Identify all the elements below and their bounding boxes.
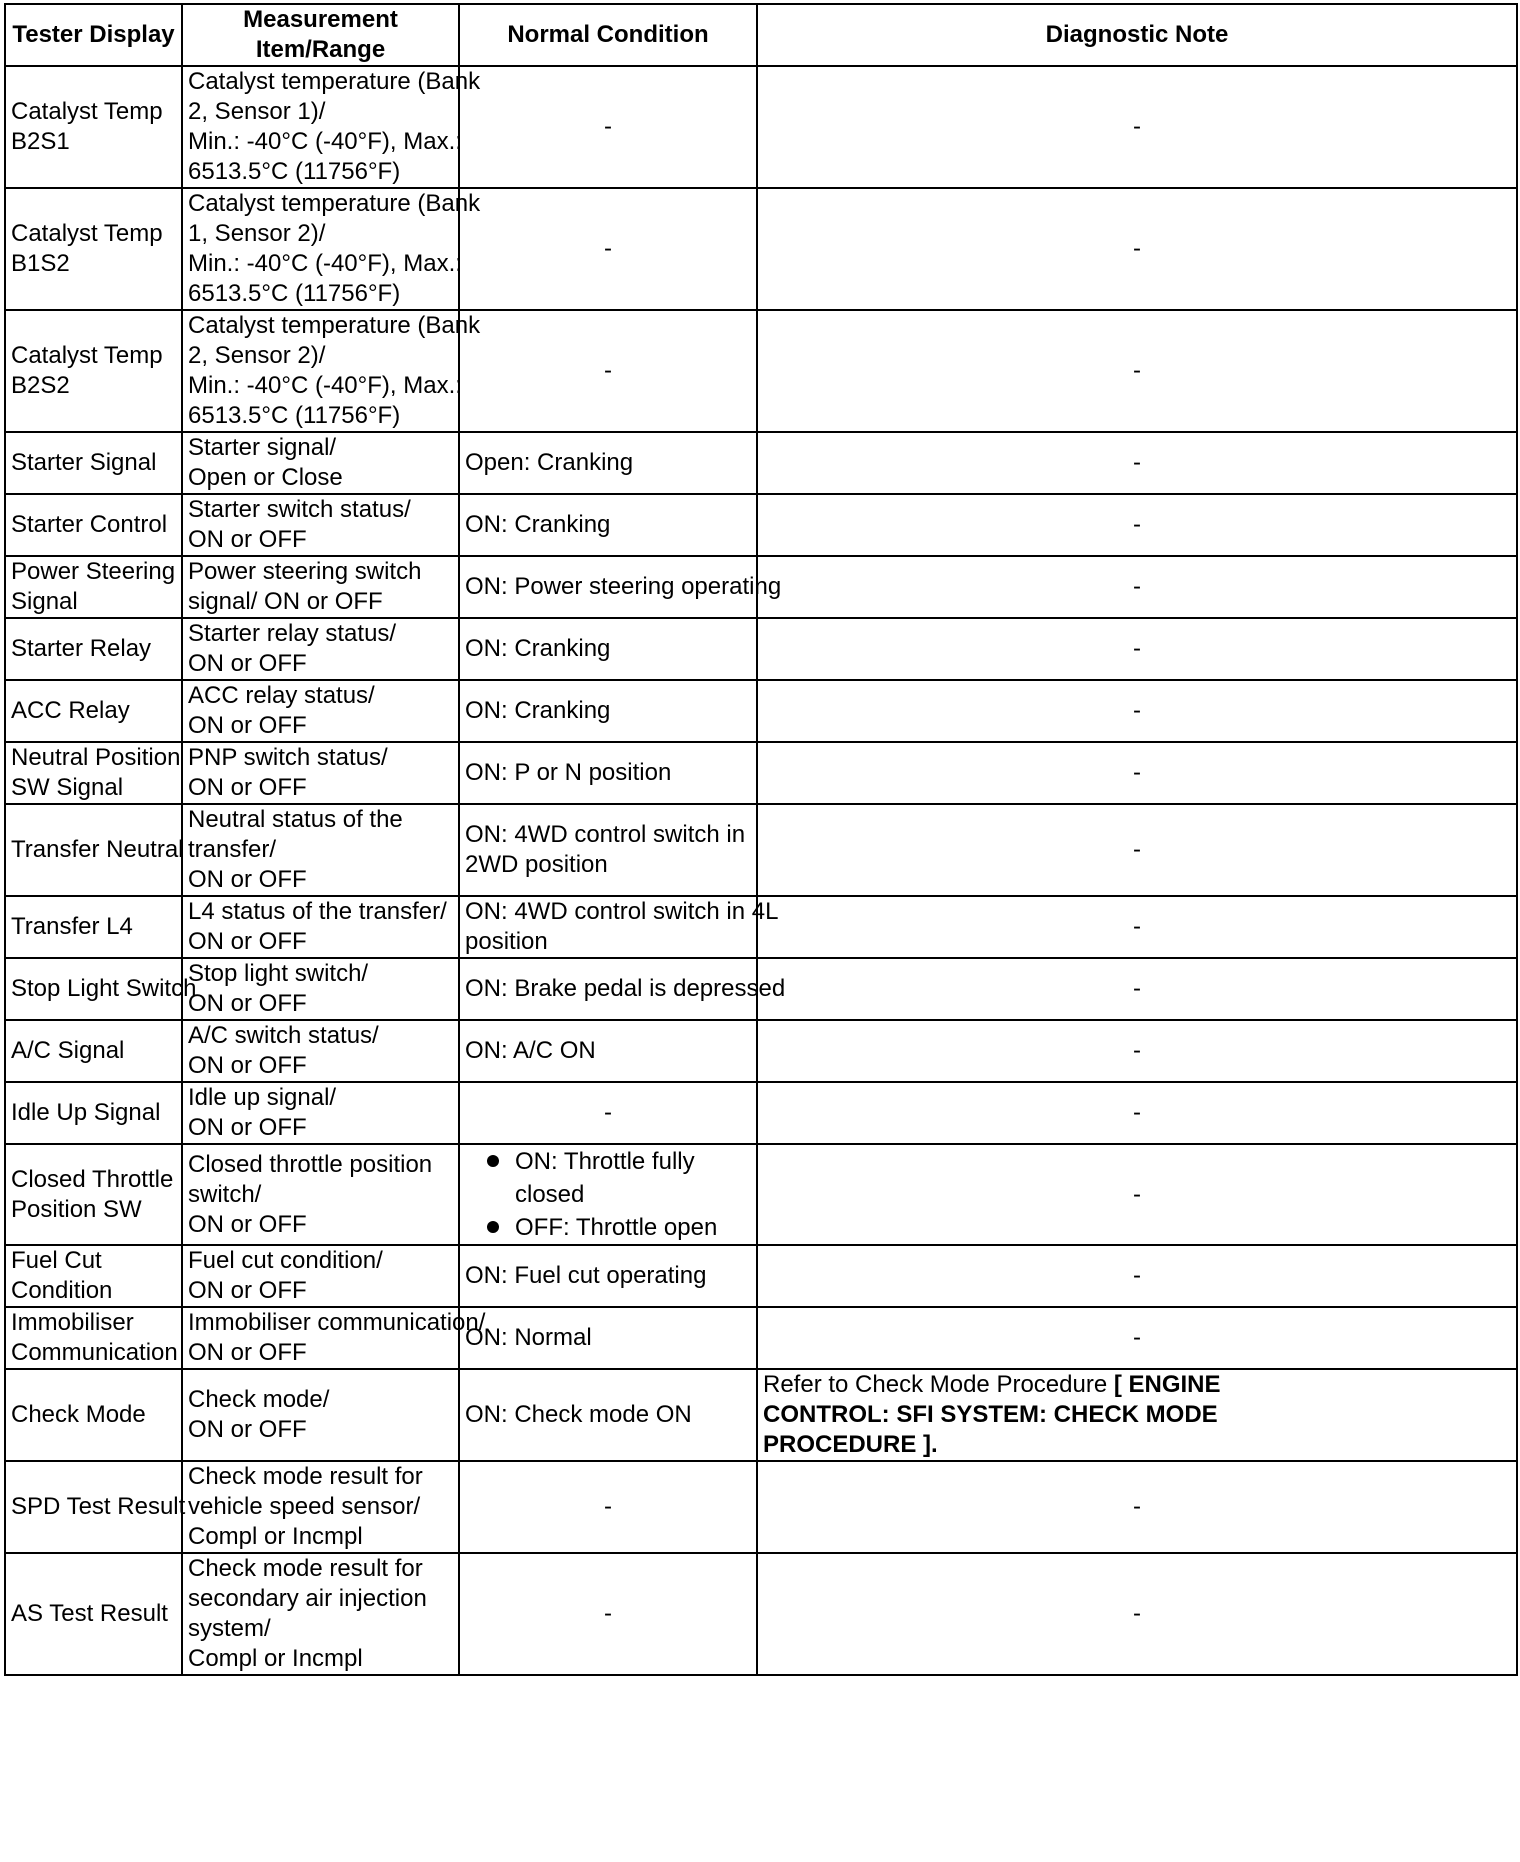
normal-condition-cell: - bbox=[459, 66, 757, 188]
tester-display-line: Closed Throttle bbox=[11, 1165, 174, 1193]
measurement-item-cell bbox=[182, 680, 459, 742]
tester-display-cell bbox=[5, 1245, 182, 1307]
normal-condition-line: 2WD position bbox=[465, 851, 608, 878]
normal-condition-bullet-item: ON: Throttle fully closed bbox=[483, 1145, 751, 1211]
normal-condition-cell bbox=[459, 494, 757, 556]
tester-display-line: ACC Relay bbox=[11, 697, 130, 724]
diagnostic-note-cell: - bbox=[757, 1461, 1517, 1553]
measurement-item-cell bbox=[182, 742, 459, 804]
diagnostic-note-cell bbox=[757, 1369, 1517, 1461]
diagnostic-note-cell: - bbox=[757, 188, 1517, 310]
measurement-item-line: Fuel cut condition/ bbox=[188, 1247, 383, 1274]
measurement-item-line: secondary air injection bbox=[188, 1585, 427, 1612]
tester-display-line: Signal bbox=[11, 588, 78, 615]
normal-condition-cell bbox=[459, 1307, 757, 1369]
measurement-item-cell bbox=[182, 1082, 459, 1144]
measurement-item-cell bbox=[182, 1144, 459, 1245]
tester-display-line: Starter Signal bbox=[11, 449, 157, 476]
measurement-item-cell bbox=[182, 896, 459, 958]
header-row bbox=[5, 4, 1517, 66]
tester-display-line: Immobiliser bbox=[11, 1309, 134, 1336]
diagnostic-note-cell: - bbox=[757, 1245, 1517, 1307]
table-row bbox=[5, 1020, 1517, 1082]
measurement-item-cell bbox=[182, 1461, 459, 1553]
normal-condition-line: ON: Normal bbox=[465, 1324, 592, 1351]
measurement-item-line: Compl or Incmpl bbox=[188, 1645, 363, 1672]
diagnostic-note-cell: - bbox=[757, 804, 1517, 896]
diagnostic-note-cell: - bbox=[757, 494, 1517, 556]
measurement-item-line: Power steering switch bbox=[188, 558, 422, 585]
diagnostic-note-cell: - bbox=[757, 432, 1517, 494]
measurement-item-line: Check mode result for bbox=[188, 1463, 423, 1490]
procedure-reference-link[interactable]: PROCEDURE ]. bbox=[763, 1431, 938, 1458]
normal-condition-cell: - bbox=[459, 1553, 757, 1675]
measurement-item-line: signal/ ON or OFF bbox=[188, 588, 383, 615]
tester-display-cell bbox=[5, 958, 197, 1020]
measurement-item-line: Min.: -40°C (-40°F), Max.: bbox=[188, 372, 462, 399]
measurement-item-line: L4 status of the transfer/ bbox=[188, 898, 447, 925]
normal-condition-line: ON: Check mode ON bbox=[465, 1401, 692, 1428]
measurement-item-line: Immobiliser communication/ bbox=[188, 1309, 486, 1336]
normal-condition-cell bbox=[459, 618, 757, 680]
table-row bbox=[5, 1082, 1517, 1144]
tester-display-cell bbox=[5, 680, 182, 742]
table-row bbox=[5, 556, 1517, 618]
procedure-reference-link[interactable]: CONTROL: SFI SYSTEM: CHECK MODE bbox=[763, 1401, 1218, 1428]
diagnostic-note-cell: - bbox=[757, 1020, 1517, 1082]
measurement-item-cell bbox=[182, 1553, 459, 1675]
tester-display-cell bbox=[5, 804, 182, 896]
measurement-item-line: Check mode/ bbox=[188, 1386, 330, 1413]
normal-condition-line: Open: Cranking bbox=[465, 449, 634, 476]
tester-display-line: SW Signal bbox=[11, 774, 124, 801]
tester-display-cell bbox=[5, 742, 182, 804]
tester-display-line: Check Mode bbox=[11, 1401, 146, 1428]
measurement-item-line: system/ bbox=[188, 1615, 271, 1642]
measurement-item-line: ON or OFF bbox=[188, 712, 307, 739]
normal-condition-cell bbox=[459, 1020, 757, 1082]
normal-condition-cell: - bbox=[459, 310, 757, 432]
diagnostic-note-text: Refer to Check Mode Procedure bbox=[763, 1371, 1114, 1398]
measurement-item-line: Starter signal/ bbox=[188, 434, 337, 461]
tester-display-line: Stop Light Switch bbox=[11, 975, 197, 1002]
normal-condition-cell bbox=[459, 432, 757, 494]
table-row bbox=[5, 680, 1517, 742]
measurement-item-line: 1, Sensor 2)/ bbox=[188, 220, 326, 247]
measurement-item-line: A/C switch status/ bbox=[188, 1022, 379, 1049]
table-row bbox=[5, 1369, 1517, 1461]
measurement-item-cell bbox=[182, 1245, 459, 1307]
measurement-item-line: ON or OFF bbox=[188, 1416, 307, 1443]
normal-condition-line: ON: Cranking bbox=[465, 511, 611, 538]
measurement-item-cell bbox=[182, 432, 459, 494]
measurement-item-line: Compl or Incmpl bbox=[188, 1523, 363, 1550]
normal-condition-cell bbox=[459, 680, 757, 742]
measurement-item-line: switch/ bbox=[188, 1180, 262, 1208]
tester-display-cell bbox=[5, 556, 182, 618]
normal-condition-line: position bbox=[465, 928, 548, 955]
measurement-item-cell bbox=[182, 1020, 459, 1082]
normal-condition-cell bbox=[459, 1245, 757, 1307]
tester-display-line: Condition bbox=[11, 1277, 113, 1304]
measurement-item-line: ON or OFF bbox=[188, 526, 307, 553]
measurement-item-cell bbox=[182, 188, 481, 310]
table-row bbox=[5, 310, 1517, 432]
table-row bbox=[5, 66, 1517, 188]
measurement-item-cell bbox=[182, 618, 459, 680]
diagnostic-note-cell: - bbox=[757, 310, 1517, 432]
measurement-item-line: 6513.5°C (11756°F) bbox=[188, 402, 401, 429]
data-list-table-container bbox=[4, 3, 1518, 1676]
measurement-item-line: 6513.5°C (11756°F) bbox=[188, 158, 401, 185]
normal-condition-line: ON: Cranking bbox=[465, 697, 611, 724]
normal-condition-bullet-list bbox=[465, 1145, 751, 1244]
data-list-table bbox=[4, 3, 1518, 1676]
normal-condition-line: ON: Fuel cut operating bbox=[465, 1262, 707, 1289]
table-row bbox=[5, 618, 1517, 680]
measurement-item-cell bbox=[182, 494, 459, 556]
measurement-item-line: vehicle speed sensor/ bbox=[188, 1493, 421, 1520]
table-row bbox=[5, 1553, 1517, 1675]
diagnostic-note-cell: - bbox=[757, 1082, 1517, 1144]
table-row bbox=[5, 958, 1517, 1020]
normal-condition-line: ON: Power steering operating bbox=[465, 573, 782, 600]
measurement-item-line: ON or OFF bbox=[188, 774, 307, 801]
normal-condition-line: ON: A/C ON bbox=[465, 1037, 596, 1064]
normal-condition-line: ON: P or N position bbox=[465, 759, 672, 786]
tester-display-line: Transfer Neutral bbox=[11, 836, 184, 863]
measurement-item-line: Starter relay status/ bbox=[188, 620, 397, 647]
diagnostic-note-cell: - bbox=[757, 742, 1517, 804]
tester-display-line: A/C Signal bbox=[11, 1037, 125, 1064]
normal-condition-bullet-item: OFF: Throttle open bbox=[483, 1211, 751, 1244]
measurement-item-cell bbox=[182, 66, 481, 188]
tester-display-line: SPD Test Result bbox=[11, 1493, 186, 1520]
tester-display-line: AS Test Result bbox=[11, 1600, 168, 1627]
table-row bbox=[5, 742, 1517, 804]
tester-display-line: Neutral Position bbox=[11, 744, 181, 771]
measurement-item-line: ON or OFF bbox=[188, 1339, 307, 1366]
measurement-item-line: Starter switch status/ bbox=[188, 496, 411, 523]
normal-condition-line: ON: 4WD control switch in bbox=[465, 821, 746, 848]
diagnostic-note-cell: - bbox=[757, 556, 1517, 618]
tester-display-line: B1S2 bbox=[11, 250, 70, 277]
diagnostic-note-cell: - bbox=[757, 66, 1517, 188]
tester-display-line: Catalyst Temp bbox=[11, 342, 163, 369]
tester-display-cell bbox=[5, 66, 182, 188]
normal-condition-line: ON: Cranking bbox=[465, 635, 611, 662]
normal-condition-cell bbox=[459, 958, 786, 1020]
tester-display-cell bbox=[5, 1144, 182, 1245]
tester-display-line: Starter Relay bbox=[11, 635, 152, 662]
measurement-item-line: ON or OFF bbox=[188, 928, 307, 955]
tester-display-line: Position SW bbox=[11, 1195, 142, 1223]
measurement-item-cell bbox=[182, 1307, 486, 1369]
header-tester-display: Tester Display bbox=[5, 4, 182, 66]
tester-display-line: Catalyst Temp bbox=[11, 220, 163, 247]
measurement-item-line: ON or OFF bbox=[188, 1114, 307, 1141]
measurement-item-cell bbox=[182, 1369, 459, 1461]
measurement-item-line: Stop light switch/ bbox=[188, 960, 369, 987]
measurement-item-line: 6513.5°C (11756°F) bbox=[188, 280, 401, 307]
measurement-item-line: 2, Sensor 2)/ bbox=[188, 342, 326, 369]
normal-condition-cell bbox=[459, 804, 757, 896]
tester-display-cell bbox=[5, 1020, 182, 1082]
tester-display-cell bbox=[5, 1082, 182, 1144]
normal-condition-cell: - bbox=[459, 1082, 757, 1144]
table-row bbox=[5, 896, 1517, 958]
tester-display-line: Transfer L4 bbox=[11, 913, 133, 940]
tester-display-cell bbox=[5, 1307, 182, 1369]
tester-display-cell bbox=[5, 1553, 182, 1675]
tester-display-cell bbox=[5, 1461, 186, 1553]
measurement-item-line: ON or OFF bbox=[188, 1277, 307, 1304]
table-row bbox=[5, 494, 1517, 556]
table-body bbox=[5, 66, 1517, 1675]
table-row bbox=[5, 432, 1517, 494]
normal-condition-line: ON: Brake pedal is depressed bbox=[465, 975, 786, 1002]
tester-display-cell bbox=[5, 310, 182, 432]
measurement-item-cell bbox=[182, 556, 459, 618]
measurement-item-line: Neutral status of the bbox=[188, 806, 403, 833]
normal-condition-cell bbox=[459, 1369, 757, 1461]
diagnostic-note-cell: - bbox=[757, 1553, 1517, 1675]
diagnostic-note-cell: - bbox=[757, 1144, 1517, 1245]
normal-condition-cell bbox=[459, 742, 757, 804]
measurement-item-cell bbox=[182, 804, 459, 896]
normal-condition-cell bbox=[459, 896, 779, 958]
measurement-item-line: Catalyst temperature (Bank bbox=[188, 312, 481, 339]
measurement-item-line: Idle up signal/ bbox=[188, 1084, 337, 1111]
tester-display-cell bbox=[5, 1369, 182, 1461]
measurement-item-line: Catalyst temperature (Bank bbox=[188, 68, 481, 95]
tester-display-cell bbox=[5, 618, 182, 680]
table-row bbox=[5, 1307, 1517, 1369]
measurement-item-cell bbox=[182, 958, 459, 1020]
measurement-item-line: 2, Sensor 1)/ bbox=[188, 98, 326, 125]
table-row bbox=[5, 1461, 1517, 1553]
measurement-item-line: Catalyst temperature (Bank bbox=[188, 190, 481, 217]
tester-display-line: Power Steering bbox=[11, 558, 176, 585]
measurement-item-line: Open or Close bbox=[188, 464, 343, 491]
measurement-item-cell bbox=[182, 310, 481, 432]
tester-display-line: B2S2 bbox=[11, 372, 70, 399]
diagnostic-note-cell: - bbox=[757, 958, 1517, 1020]
diagnostic-note-cell: - bbox=[757, 618, 1517, 680]
table-row bbox=[5, 1144, 1517, 1245]
normal-condition-cell: - bbox=[459, 188, 757, 310]
procedure-reference-link[interactable]: [ ENGINE bbox=[1113, 1371, 1221, 1398]
normal-condition-cell: - bbox=[459, 1461, 757, 1553]
measurement-item-line: transfer/ bbox=[188, 836, 277, 863]
normal-condition-line: ON: 4WD control switch in 4L bbox=[465, 898, 779, 925]
tester-display-cell bbox=[5, 188, 182, 310]
tester-display-line: Idle Up Signal bbox=[11, 1099, 161, 1126]
normal-condition-cell bbox=[459, 1144, 757, 1245]
measurement-item-line: ON or OFF bbox=[188, 866, 307, 893]
tester-display-line: B2S1 bbox=[11, 128, 70, 155]
normal-condition-cell bbox=[459, 556, 782, 618]
measurement-item-line: ON or OFF bbox=[188, 650, 307, 677]
measurement-item-line: PNP switch status/ bbox=[188, 744, 388, 771]
tester-display-cell bbox=[5, 896, 182, 958]
tester-display-line: Catalyst Temp bbox=[11, 98, 163, 125]
diagnostic-note-cell: - bbox=[757, 680, 1517, 742]
tester-display-cell bbox=[5, 494, 182, 556]
measurement-item-line: ACC relay status/ bbox=[188, 682, 375, 709]
diagnostic-note-cell: - bbox=[757, 896, 1517, 958]
measurement-item-line: ON or OFF bbox=[188, 990, 307, 1017]
tester-display-cell bbox=[5, 432, 182, 494]
diagnostic-note-cell: - bbox=[757, 1307, 1517, 1369]
measurement-item-line: ON or OFF bbox=[188, 1052, 307, 1079]
measurement-item-line: Check mode result for bbox=[188, 1555, 423, 1582]
tester-display-line: Communication bbox=[11, 1339, 178, 1366]
table-row bbox=[5, 188, 1517, 310]
header-normal-condition: Normal Condition bbox=[459, 4, 757, 66]
header-diagnostic-note: Diagnostic Note bbox=[757, 4, 1517, 66]
table-row bbox=[5, 804, 1517, 896]
tester-display-line: Starter Control bbox=[11, 511, 168, 538]
header-measurement-item: Measurement Item/Range bbox=[182, 4, 459, 66]
table-row bbox=[5, 1245, 1517, 1307]
measurement-item-line: Min.: -40°C (-40°F), Max.: bbox=[188, 128, 462, 155]
measurement-item-line: Closed throttle position bbox=[188, 1150, 433, 1178]
measurement-item-line: ON or OFF bbox=[188, 1210, 307, 1238]
measurement-item-line: Min.: -40°C (-40°F), Max.: bbox=[188, 250, 462, 277]
tester-display-line: Fuel Cut bbox=[11, 1247, 102, 1274]
